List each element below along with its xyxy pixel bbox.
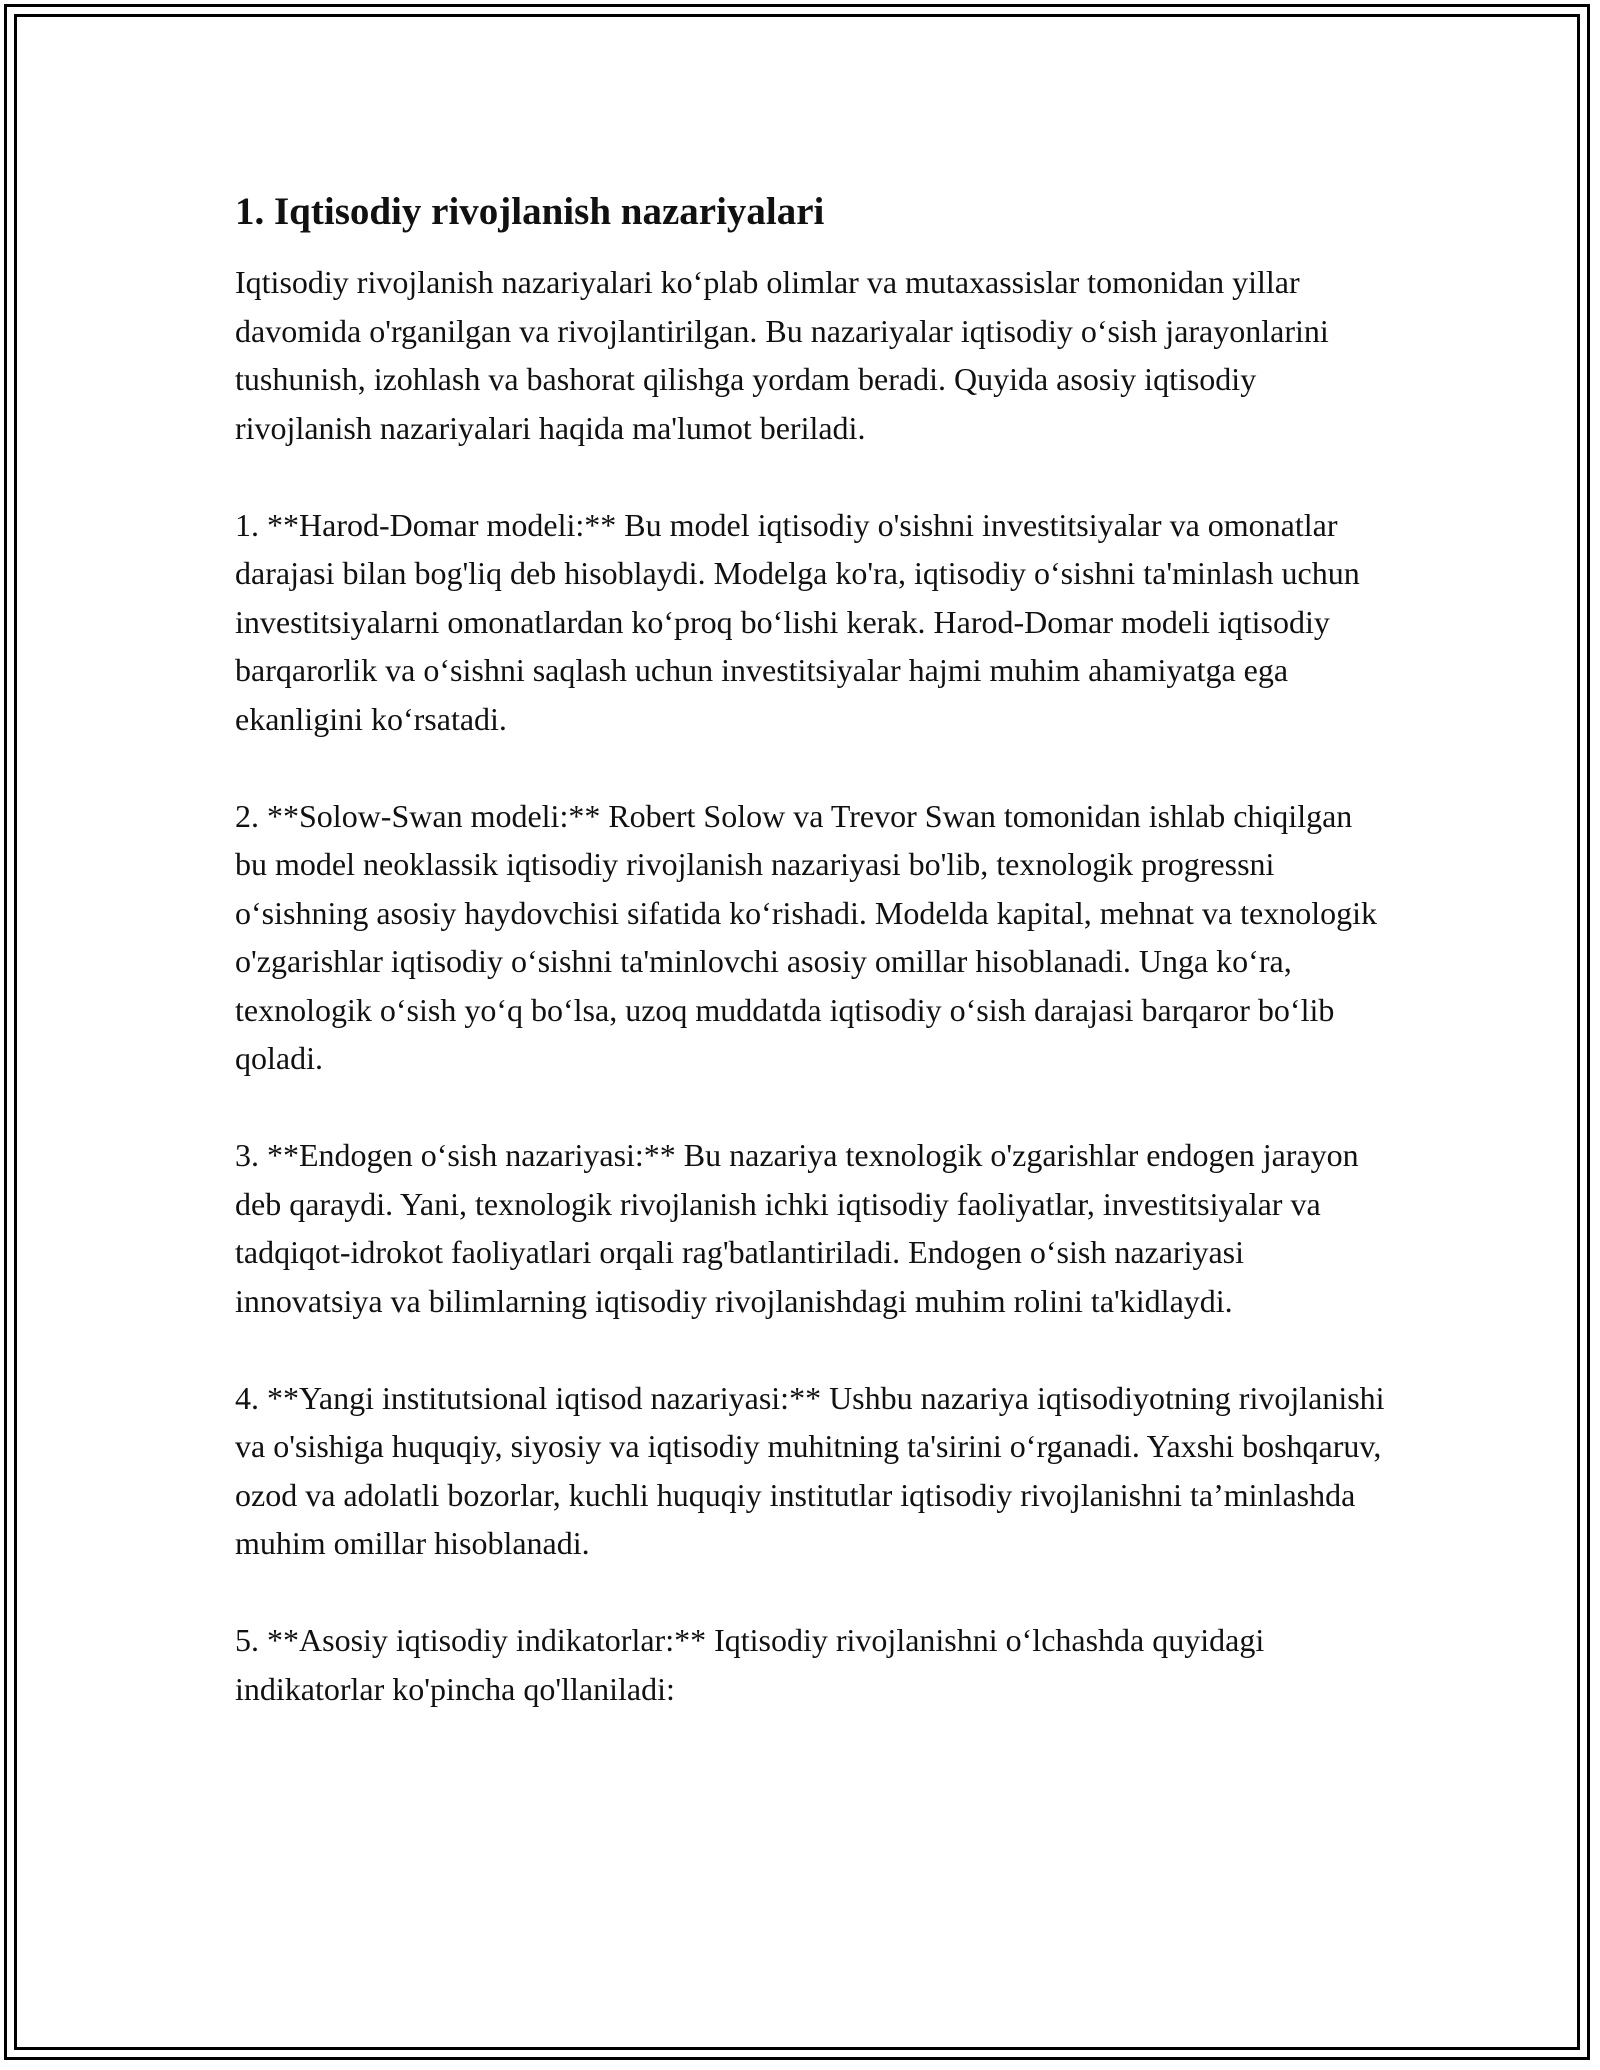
document-title: 1. Iqtisodiy rivojlanish nazariyalari [235, 190, 825, 233]
paragraph-harod-domar: 1. **Harod-Domar modeli:** Bu model iqtisodiy o'sishni investitsiyalar va omonatlar darajasi bilan bog'liq deb hisoblaydi. Modelga ko'ra, iqtisodiy oʻsishni ta'minlash uchun investitsiyalarni omonatlardan koʻproq boʻlishi kerak. Harod-Domar modeli iqtisodiy barqarorlik va oʻsishni saqlash uchun investitsiyalar hajmi muhim ahamiyatga ega ekanligini koʻrsatadi. [235, 506, 1360, 737]
paragraph-list [235, 258, 1385, 1713]
paragraph-institutsional: 4. **Yangi institutsional iqtisod nazariyasi:** Ushbu nazariya iqtisodiyotning rivojlanishi va o'sishiga huquqiy, siyosiy va iqtisodiy muhitning ta'sirini oʻrganadi. Yaxshi boshqaruv, ozod va adolatli bozorlar, kuchli huquqiy institutlar iqtisodiy rivojlanishni ta’minlashda muhim omillar hisoblanadi. [235, 1379, 1385, 1561]
paragraph-indikatorlar: 5. **Asosiy iqtisodiy indikatorlar:** Iqtisodiy rivojlanishni oʻlchashda quyidagi indikatorlar ko'pincha qo'llaniladi: [235, 1622, 1265, 1707]
paragraph-intro: Iqtisodiy rivojlanish nazariyalari koʻplab olimlar va mutaxassislar tomonidan yillar davomida o'rganilgan va rivojlantirilgan. Bu nazariyalar iqtisodiy oʻsish jarayonlarini tushunish, izohlash va bashorat qilishga yordam beradi. Quyida asosiy iqtisodiy rivojlanish nazariyalari haqida ma'lumot beriladi. [235, 264, 1329, 446]
paragraph-endogen: 3. **Endogen oʻsish nazariyasi:** Bu nazariya texnologik o'zgarishlar endogen jarayon deb qaraydi. Yani, texnologik rivojlanish ichki iqtisodiy faoliyatlar, investitsiyalar va tadqiqot-idrokot faoliyatlari orqali rag'batlantiriladi. Endogen oʻsish nazariyasi innovatsiya va bilimlarning iqtisodiy rivojlanishdagi muhim rolini ta'kidlaydi. [235, 1137, 1359, 1319]
paragraph-solow-swan: 2. **Solow-Swan modeli:** Robert Solow va Trevor Swan tomonidan ishlab chiqilgan bu model neoklassik iqtisodiy rivojlanish nazariyasi bo'lib, texnologik progressni oʻsishning asosiy haydovchisi sifatida koʻrishadi. Modelda kapital, mehnat va texnologik o'zgarishlar iqtisodiy oʻsishni ta'minlovchi asosiy omillar hisoblanadi. Unga koʻra, texnologik oʻsish yoʻq boʻlsa, uzoq muddatda iqtisodiy oʻsish darajasi barqaror boʻlib qoladi. [235, 797, 1378, 1076]
document-body [235, 188, 1385, 1713]
